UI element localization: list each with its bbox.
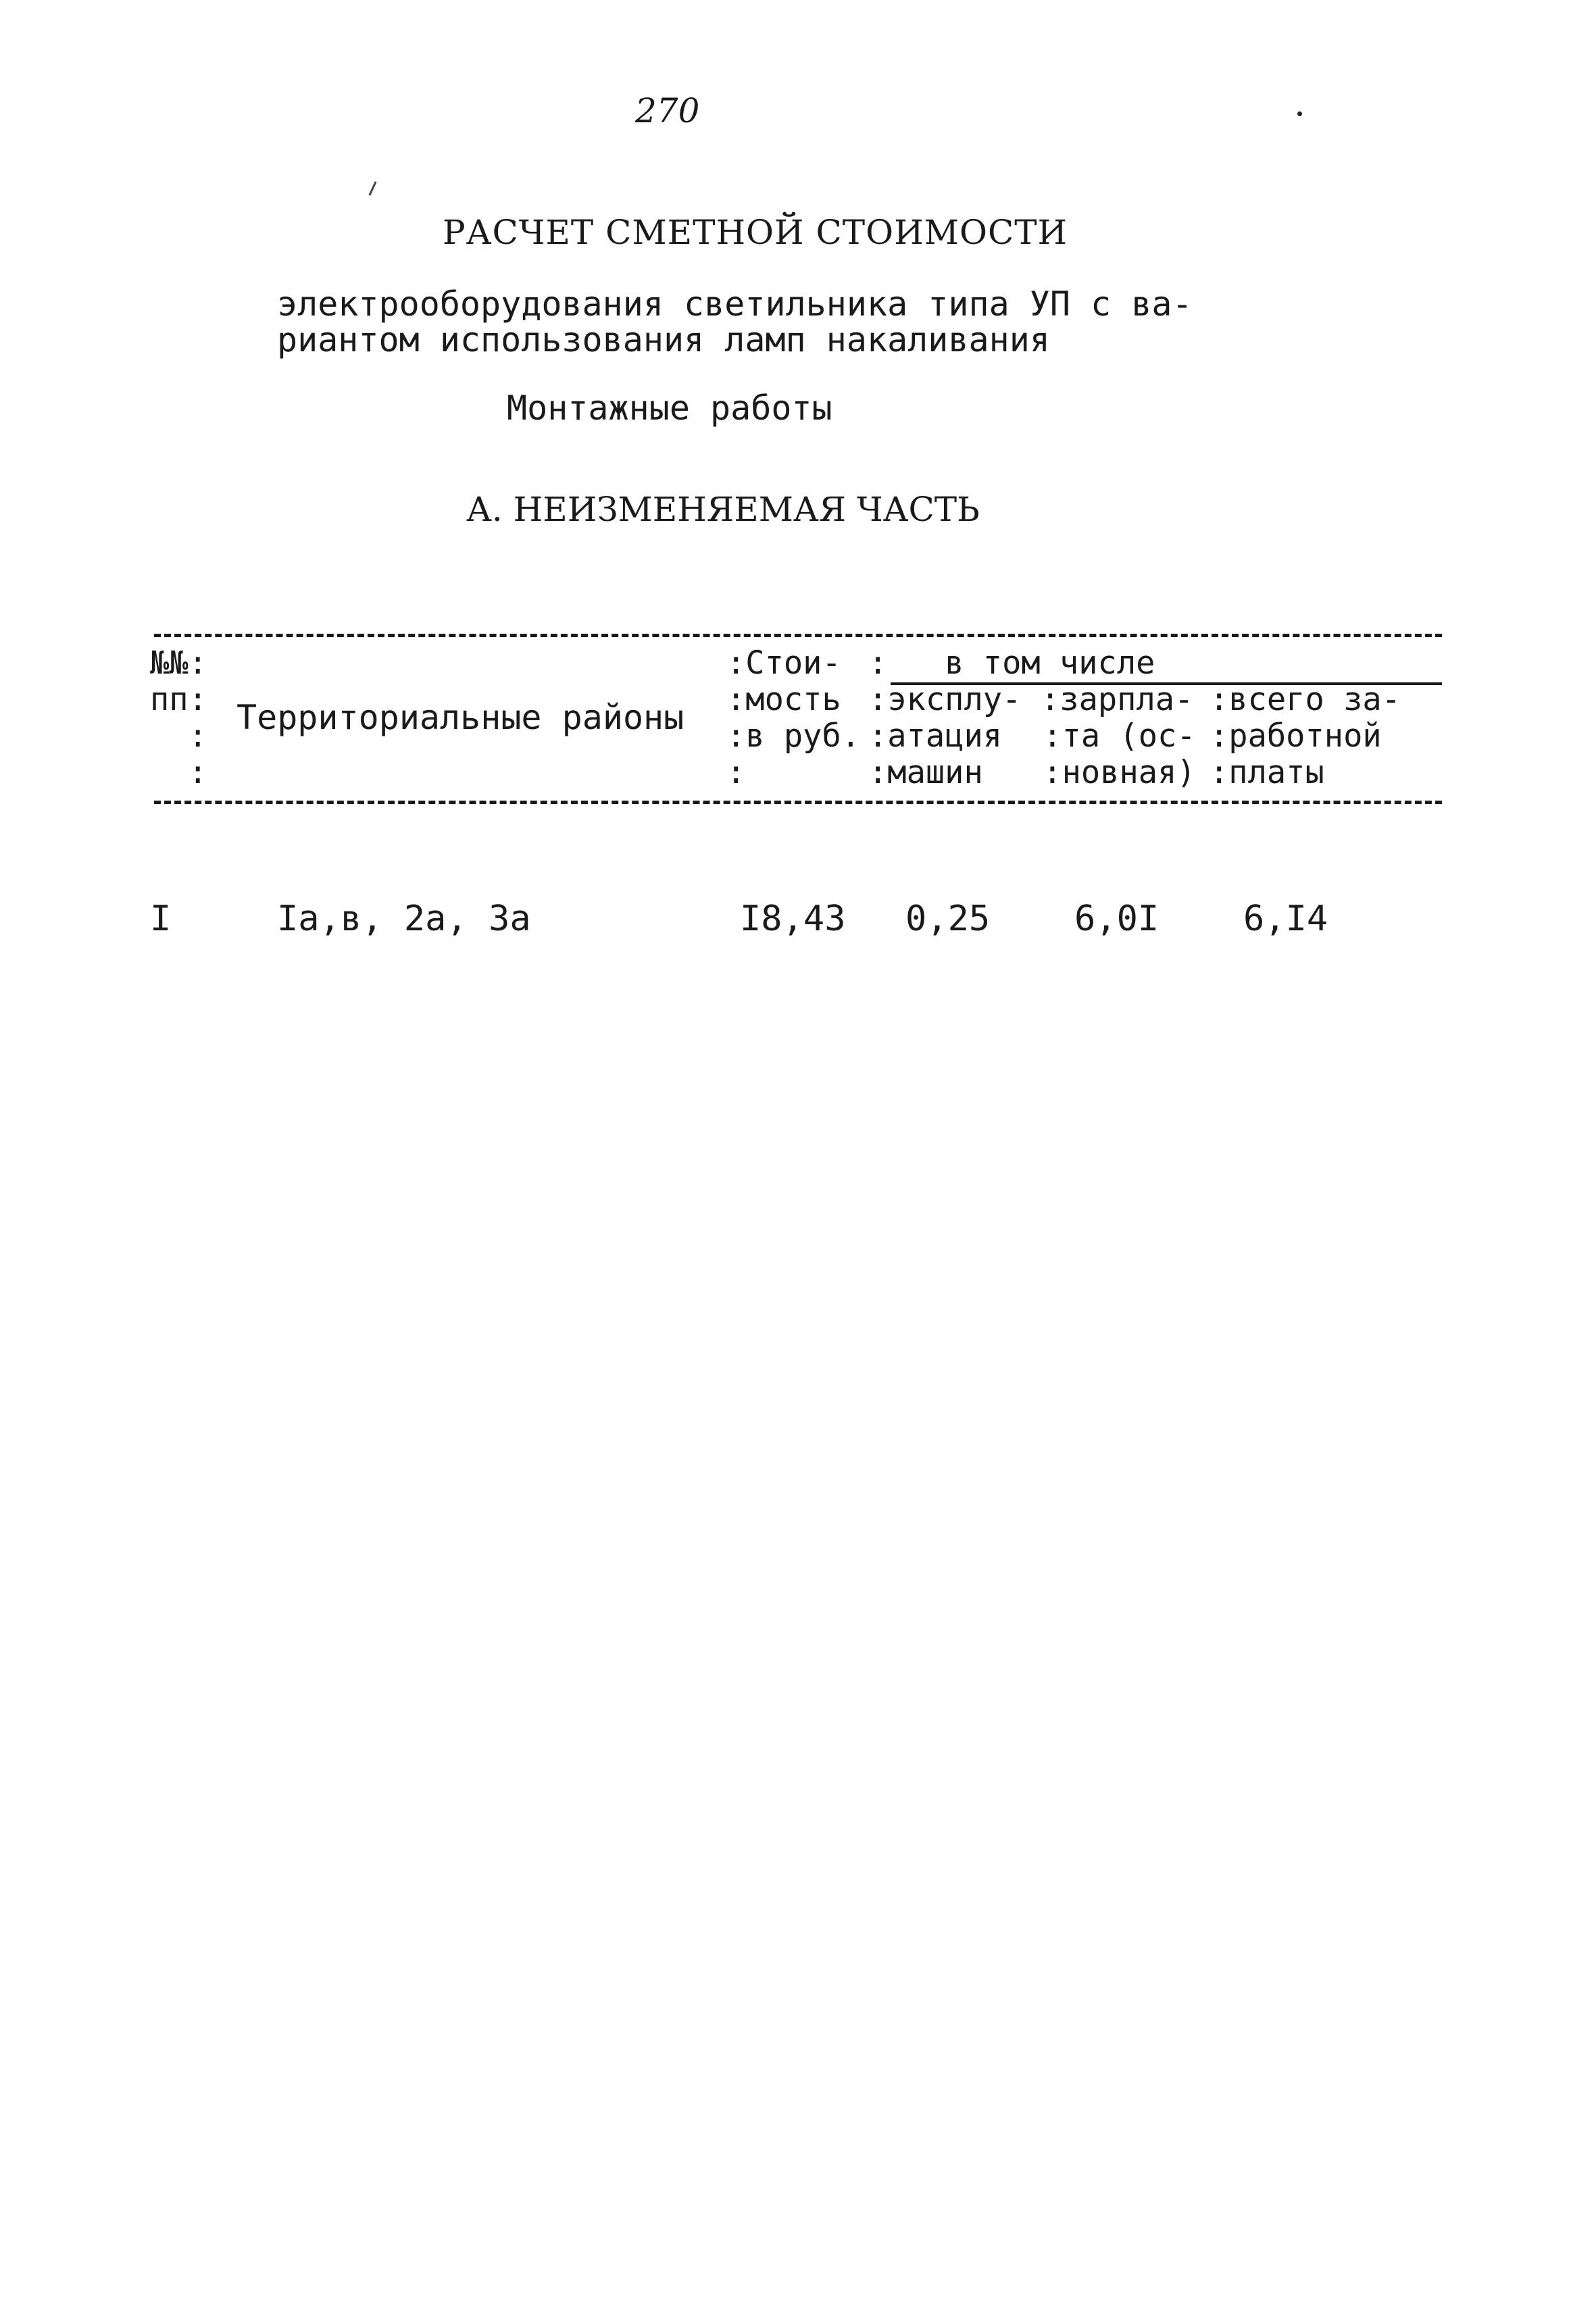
- header-region: Территориальные районы: [236, 698, 684, 737]
- header-machines-line-2: :атация: [868, 718, 1003, 755]
- row-cost: I8,43: [740, 899, 846, 939]
- subtitle-line-1: электрооборудования светильника типа УП с ва-: [277, 284, 1193, 324]
- subtitle-line-2: риантом использования ламп накаливания: [277, 320, 1050, 359]
- header-cost-line-2: :мость: [726, 681, 841, 718]
- header-including: : в том числе: [868, 645, 1155, 682]
- header-salary-line-1: :зарпла-: [1041, 681, 1194, 718]
- header-num-line-3: :: [150, 718, 207, 755]
- row-total-wages: 6,I4: [1243, 899, 1328, 939]
- header-machines-line-1: :эксплу-: [868, 681, 1022, 718]
- table-header-dashed-rule: [154, 801, 1442, 804]
- page-mark-tick: [368, 181, 376, 195]
- header-machines-line-3: :машин: [868, 754, 983, 791]
- page-mark-dot: [1297, 111, 1302, 116]
- header-cost-line-4: :: [726, 754, 746, 791]
- header-salary-line-2: :та (ос-: [1024, 718, 1196, 755]
- table-top-dashed-rule: [154, 634, 1442, 637]
- part-title: А. НЕИЗМЕНЯЕМАЯ ЧАСТЬ: [466, 490, 980, 529]
- header-num-line-2: пп:: [150, 681, 207, 718]
- row-num: I: [150, 899, 172, 939]
- section-name: Монтажные работы: [507, 388, 832, 428]
- header-cost-line-3: :в руб.: [726, 718, 861, 755]
- header-num-line-4: :: [150, 754, 207, 791]
- row-salary-main: 6,0I: [1074, 899, 1159, 939]
- header-num-line-1: №№:: [150, 645, 207, 682]
- page-number: 270: [635, 91, 700, 130]
- document-title: РАСЧЕТ СМЕТНОЙ СТОИМОСТИ: [443, 213, 1068, 252]
- header-cost-line-1: :Стои-: [726, 645, 841, 682]
- header-total-wages-line-2: :работной: [1210, 718, 1382, 755]
- row-region: Iа,в, 2а, 3а: [277, 899, 531, 939]
- header-salary-line-3: :новная): [1024, 754, 1196, 791]
- row-machines: 0,25: [905, 899, 991, 939]
- header-total-wages-line-1: :всего за-: [1210, 681, 1401, 718]
- header-total-wages-line-3: :платы: [1210, 754, 1324, 791]
